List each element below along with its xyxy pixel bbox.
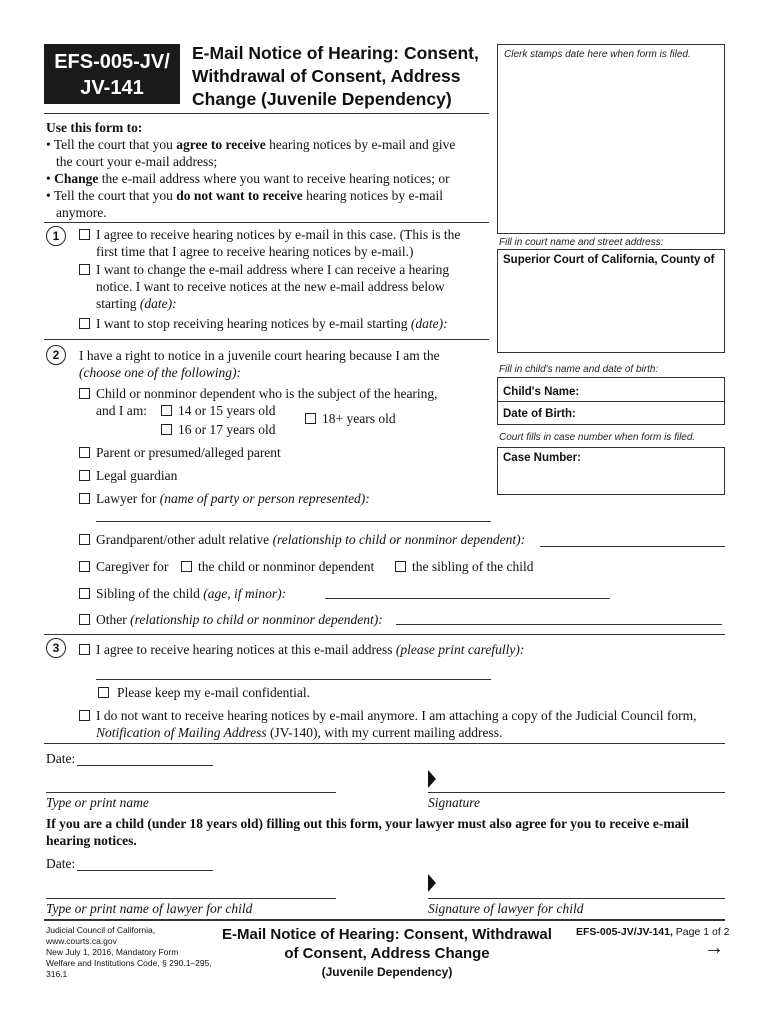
b3-pre: Tell the court that you xyxy=(53,188,177,203)
item2-caregiver-checkbox[interactable] xyxy=(79,561,90,572)
item2-grandparent-text xyxy=(96,531,525,548)
jv140-title: Notification of Mailing Address xyxy=(96,725,267,740)
form-number-line1: EFS-005-JV/ xyxy=(54,51,170,73)
b3-line2: anymore. xyxy=(56,205,107,220)
lawyer-name-caption: Type or print name of lawyer for child xyxy=(46,901,253,916)
caregiver-sibling-label: the sibling of the child xyxy=(412,559,534,574)
intro-bullet-2 xyxy=(46,170,486,187)
caregiver-child-checkbox[interactable] xyxy=(181,561,192,572)
footer-divider xyxy=(44,919,725,921)
clerk-stamp-note: Clerk stamps date here when form is filed. xyxy=(504,49,691,60)
age-16-17-checkbox[interactable] xyxy=(161,424,172,435)
intro-bullet-3 xyxy=(46,187,486,204)
bullet: • xyxy=(46,188,51,203)
item1-change-line2: notice. I want to receive notices at the new e-mail address below xyxy=(96,279,445,294)
lawyer-date-line[interactable] xyxy=(77,870,213,871)
item3-withdraw-text xyxy=(96,707,697,741)
council-line1: Judicial Council of California, www.courts.ca.gov xyxy=(46,925,156,946)
date-hint: (date): xyxy=(139,296,177,311)
child-hint: Fill in child's name and date of birth: xyxy=(499,364,659,375)
lawyer-represented-line[interactable] xyxy=(96,521,491,522)
print-carefully-hint: (please print carefully): xyxy=(395,642,525,657)
item2-intro xyxy=(79,347,440,381)
sibling-age-hint: (age, if minor): xyxy=(203,586,287,601)
item2-caregiver-label: Caregiver for xyxy=(96,559,169,574)
lawyer-hint: (name of party or person represented): xyxy=(159,491,370,506)
item1-agree-text xyxy=(96,226,460,260)
item2-lawyer-text xyxy=(96,490,370,507)
case-number-label: Case Number: xyxy=(503,452,581,464)
other-relationship-hint: (relationship to child or nonminor dependent): xyxy=(130,612,383,627)
item1-change-line3 xyxy=(96,295,449,312)
item2-lawyer-checkbox[interactable] xyxy=(79,493,90,504)
footer-form-ref: EFS-005-JV/JV-141, xyxy=(576,926,673,938)
b1-pre: Tell the court that you xyxy=(53,137,177,152)
bullet: • xyxy=(46,171,51,186)
case-hint: Court fills in case number when form is filed. xyxy=(499,432,696,443)
item2-sibling-checkbox[interactable] xyxy=(79,588,90,599)
footer-title-line1: E-Mail Notice of Hearing: Consent, Withdrawal xyxy=(222,926,552,943)
item3-agree-checkbox[interactable] xyxy=(79,644,90,655)
child-name-label: Child's Name: xyxy=(503,386,580,398)
item1-stop-checkbox[interactable] xyxy=(79,318,90,329)
intro-section xyxy=(46,119,486,221)
sign-here-arrow-icon xyxy=(428,770,436,788)
item1-change-checkbox[interactable] xyxy=(79,264,90,275)
b1-post: hearing notices by e-mail and give xyxy=(265,137,456,152)
lawyer-date-label: Date: xyxy=(46,856,76,871)
item2-other-label: Other xyxy=(96,612,127,627)
item1-divider xyxy=(44,339,489,340)
item2-guardian-checkbox[interactable] xyxy=(79,470,90,481)
item2-intro-line2: (choose one of the following): xyxy=(79,365,241,380)
child-info-box[interactable] xyxy=(497,377,725,425)
b1-bold: agree to receive xyxy=(176,137,266,152)
print-name-line[interactable] xyxy=(46,792,336,793)
header-divider xyxy=(44,113,489,114)
b1-line2: the court your e-mail address; xyxy=(56,154,218,169)
age-16-17-label: 16 or 17 years old xyxy=(178,422,276,437)
council-line3: Welfare and Institutions Code, § 290.1–295, 316.1 xyxy=(46,958,212,979)
caregiver-sibling-checkbox[interactable] xyxy=(395,561,406,572)
b2-post: the e-mail address where you want to receive hearing notices; or xyxy=(98,171,450,186)
grandparent-relationship-line[interactable] xyxy=(540,546,725,547)
intro-bullet-1 xyxy=(46,136,486,153)
age-14-15-label: 14 or 15 years old xyxy=(178,403,276,418)
keep-confidential-checkbox[interactable] xyxy=(98,687,109,698)
lawyer-signature-caption: Signature of lawyer for child xyxy=(428,901,584,916)
lawyer-print-name-line[interactable] xyxy=(46,898,336,899)
email-address-line[interactable] xyxy=(96,679,491,680)
item1-stop-label: I want to stop receiving hearing notices by e-mail starting xyxy=(96,316,408,331)
date-label: Date: xyxy=(46,751,76,766)
signature-caption: Signature xyxy=(428,795,480,810)
item2-guardian-label: Legal guardian xyxy=(96,468,178,483)
b3-post: hearing notices by e-mail xyxy=(302,188,443,203)
item2-parent-checkbox[interactable] xyxy=(79,447,90,458)
item-2-number: 2 xyxy=(46,345,66,365)
item2-lawyer-label: Lawyer for xyxy=(96,491,157,506)
case-number-box xyxy=(497,447,725,495)
type-name-caption: Type or print name xyxy=(46,795,149,810)
keep-confidential-label: Please keep my e-mail confidential. xyxy=(117,685,311,700)
item1-agree-line1: I agree to receive hearing notices by e-mail in this case. (This is the xyxy=(96,227,461,242)
item1-change-line1: I want to change the e-mail address where I can receive a hearing xyxy=(96,262,450,277)
date-hint: (date): xyxy=(410,316,448,331)
item3-withdraw-line1: I do not want to receive hearing notices by e-mail anymore. I am attaching a copy of the Judicial Council form, xyxy=(96,708,697,723)
council-line2: New July 1, 2016, Mandatory Form xyxy=(46,947,179,957)
item-3-number: 3 xyxy=(46,638,66,658)
item3-divider xyxy=(44,743,725,744)
item2-other-text xyxy=(96,611,383,628)
lawyer-sign-here-arrow-icon xyxy=(428,874,436,892)
sibling-age-line[interactable] xyxy=(325,598,610,599)
signature-line[interactable] xyxy=(428,792,725,793)
council-info xyxy=(46,925,216,980)
age-18-plus-checkbox[interactable] xyxy=(305,413,316,424)
court-name-label: Superior Court of California, County of xyxy=(503,254,715,266)
bullet: • xyxy=(46,137,51,152)
form-title-line2: Withdrawal of Consent, Address xyxy=(192,66,461,86)
form-number-badge xyxy=(44,44,180,104)
child-lawyer-notice: If you are a child (under 18 years old) filling out this form, your lawyer must also agree for you to receive e-mail hearing notices. xyxy=(46,816,689,848)
form-number-line2: JV-141 xyxy=(80,77,144,99)
intro-heading: Use this form to: xyxy=(46,120,143,135)
b3-bold: do not want to receive xyxy=(176,188,303,203)
item2-sibling-label: Sibling of the child xyxy=(96,586,200,601)
lawyer-signature-line[interactable] xyxy=(428,898,725,899)
age-14-15-checkbox[interactable] xyxy=(161,405,172,416)
item2-grandparent-label: Grandparent/other adult relative xyxy=(96,532,270,547)
form-title xyxy=(192,42,492,111)
item2-divider xyxy=(44,634,725,635)
footer-title-line3: (Juvenile Dependency) xyxy=(321,965,453,979)
child-box-divider xyxy=(498,401,724,402)
item2-parent-label: Parent or presumed/alleged parent xyxy=(96,445,281,460)
intro-divider xyxy=(44,222,489,223)
court-hint: Fill in court name and street address: xyxy=(499,237,664,248)
item2-child-line2: and I am: xyxy=(96,403,147,418)
item2-intro-line1: I have a right to notice in a juvenile court hearing because I am the xyxy=(79,348,440,363)
grandparent-hint: (relationship to child or nonminor dependent): xyxy=(272,532,526,547)
other-relationship-line[interactable] xyxy=(396,624,722,625)
item1-agree-checkbox[interactable] xyxy=(79,229,90,240)
form-title-line1: E-Mail Notice of Hearing: Consent, xyxy=(192,43,479,63)
page-number: Page 1 of 2 xyxy=(672,926,730,938)
item3-agree-label: I agree to receive hearing notices at this e-mail address xyxy=(96,642,393,657)
item-1-number: 1 xyxy=(46,226,66,246)
item3-withdraw-post: (JV-140), with my current mailing address. xyxy=(266,725,503,740)
age-18-plus-label: 18+ years old xyxy=(322,411,396,426)
b2-bold: Change xyxy=(54,171,99,186)
item2-sibling-text xyxy=(96,585,286,602)
item2-child-checkbox[interactable] xyxy=(79,388,90,399)
caregiver-child-label: the child or nonminor dependent xyxy=(198,559,375,574)
footer-title xyxy=(212,925,562,982)
starting-label: starting xyxy=(96,296,137,311)
clerk-stamp-box xyxy=(497,44,725,234)
footer-title-line2: of Consent, Address Change xyxy=(284,945,490,962)
item3-agree-text xyxy=(96,641,524,658)
court-name-box[interactable] xyxy=(497,249,725,353)
date-line[interactable] xyxy=(77,765,213,766)
next-page-arrow-icon[interactable]: → xyxy=(704,937,724,959)
item1-stop-text xyxy=(96,315,448,332)
item2-other-checkbox[interactable] xyxy=(79,614,90,625)
form-title-line3: Change (Juvenile Dependency) xyxy=(192,89,452,109)
item2-grandparent-checkbox[interactable] xyxy=(79,534,90,545)
item1-change-text xyxy=(96,261,449,312)
item1-agree-line2: first time that I agree to receive hearing notices by e-mail.) xyxy=(96,244,414,259)
item2-child-line1: Child or nonminor dependent who is the subject of the hearing, xyxy=(96,386,438,401)
dob-label: Date of Birth: xyxy=(503,408,576,420)
item3-withdraw-checkbox[interactable] xyxy=(79,710,90,721)
